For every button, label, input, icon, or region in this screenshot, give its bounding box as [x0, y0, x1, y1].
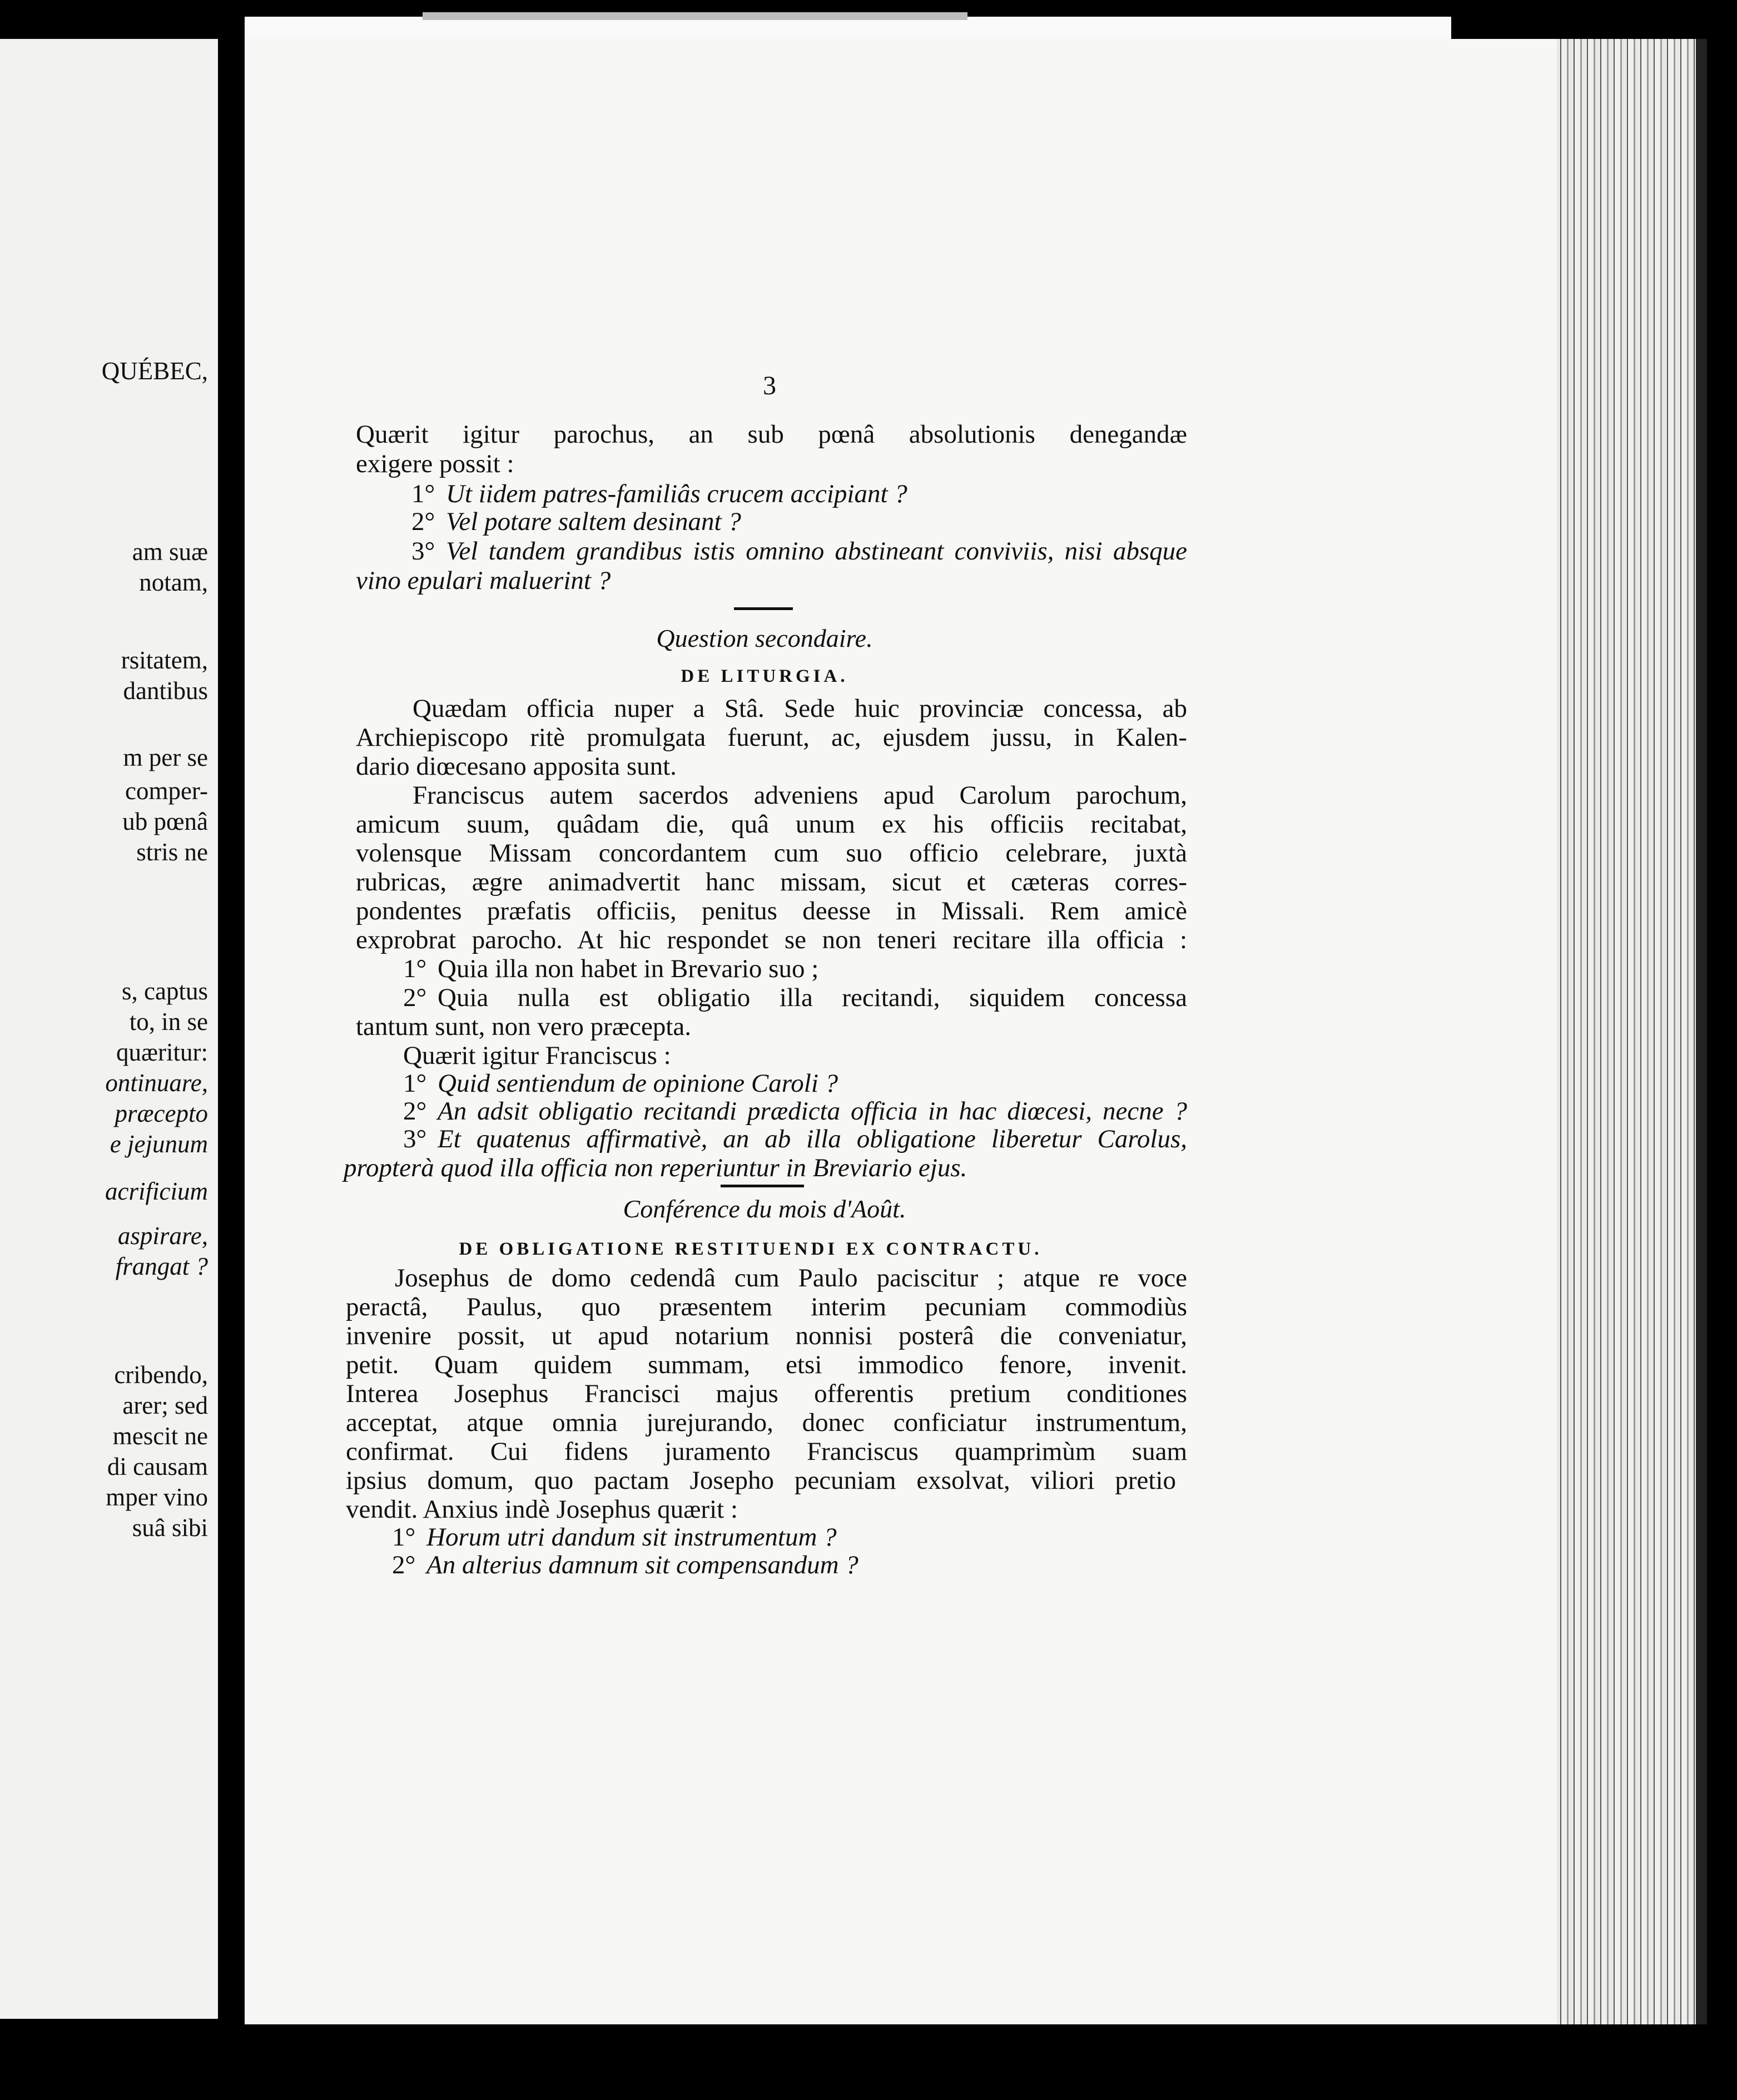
s2-p2-line: rubricas, ægre animadvertit hanc missam, sicut et cæteras corres- [356, 868, 1187, 897]
s3-p1-line: acceptat, atque omnia jurejurando, donec conficiatur instrumentum, [346, 1408, 1187, 1437]
s2-question-1 [403, 1069, 838, 1098]
s2-reason-1 [403, 954, 818, 983]
s2-ask: Quærit igitur Franciscus : [403, 1041, 671, 1070]
s2-question-2 [403, 1097, 1187, 1126]
item-text: Quia nulla est obligatio illa recitandi, siquidem concessa [438, 983, 1187, 1012]
page-number: 3 [763, 371, 776, 400]
item-text: Vel tandem grandibus istis omnino abstineant conviviis, nisi absque [446, 537, 1187, 566]
top-binding-strip [423, 12, 967, 20]
left-page-fragment: acrificium [105, 1177, 208, 1205]
left-page-fragment: ontinuare, [105, 1069, 208, 1097]
left-page-fragment: mper vino [106, 1483, 208, 1511]
left-page-fragment: am suæ [132, 538, 208, 566]
s2-p2-line: exprobrat parocho. At hic respondet se non teneri recitare illa officia : [356, 925, 1187, 954]
intro-line-1: Quærit igitur parochus, an sub pœnâ absolutionis denegandæ [356, 420, 1187, 449]
intro-item-3-cont: vino epulari maluerint ? [356, 566, 611, 595]
item-text: Ut iidem patres-familiâs crucem accipiant ? [446, 479, 907, 508]
s2-p1-line: Archiepiscopo ritè promulgata fuerunt, ac, ejusdem jussu, in Kalen- [356, 723, 1187, 752]
item-number: 1° [403, 1069, 427, 1098]
left-page-fragment: præcepto [115, 1099, 208, 1127]
item-number: 3° [411, 537, 435, 566]
s3-p1-line: ipsius domum, quo pactam Josepho pecuniam exsolvat, viliori pretio [346, 1466, 1176, 1495]
item-number: 3° [403, 1125, 427, 1153]
item-text: Quia illa non habet in Brevario suo ; [438, 954, 819, 983]
s2-question-3 [403, 1125, 1187, 1153]
s3-p1-line: petit. Quam quidem summam, etsi immodico fenore, invenit. [346, 1350, 1187, 1379]
s3-p1-line: invenire possit, ut apud notarium nonnisi posterâ die conveniatur, [346, 1321, 1187, 1350]
left-page-fragment: arer; sed [122, 1391, 208, 1419]
s2-reason-2 [403, 983, 1187, 1012]
left-page-fragment: suâ sibi [132, 1514, 208, 1542]
left-page-fragment: di causam [107, 1453, 208, 1480]
s2-p1-line: dario diœcesano apposita sunt. [356, 752, 677, 781]
s3-question-1 [392, 1523, 837, 1552]
left-page-fragment: rsitatem, [121, 646, 208, 674]
item-number: 1° [403, 954, 427, 983]
page-stack-edges [1535, 39, 1701, 2024]
intro-line-2: exigere possit : [356, 449, 514, 478]
s2-p2-line: volensque Missam concordantem cum suo officio celebrare, juxtà [356, 839, 1187, 868]
item-text: An alterius damnum sit compensandum ? [426, 1551, 858, 1579]
s3-p1-last: vendit. Anxius indè Josephus quærit : [346, 1495, 738, 1524]
item-number: 2° [403, 1097, 427, 1126]
s2-p1-line: Quædam officia nuper a Stâ. Sede huic provinciæ concessa, ab [413, 694, 1187, 723]
left-page-fragment: aspirare, [117, 1222, 208, 1250]
item-text: An adsit obligatio recitandi prædicta officia in hac diœcesi, necne ? [438, 1097, 1187, 1126]
left-page-fragment: to, in se [129, 1008, 208, 1036]
s3-p1-line: confirmat. Cui fidens juramento Franciscus quamprimùm suam [346, 1437, 1187, 1466]
left-page-fragment: cribendo, [114, 1361, 208, 1389]
section3-heading: Conférence du mois d'Août. [623, 1195, 906, 1223]
left-page-fragment: stris ne [136, 838, 208, 866]
item-text: Et quatenus affirmativè, an ab illa obligatione liberetur Carolus, [438, 1125, 1187, 1153]
intro-item-2 [411, 507, 741, 536]
left-page-fragment: comper- [125, 777, 208, 805]
item-number: 2° [392, 1551, 416, 1579]
left-page-fragment: mescit ne [112, 1422, 208, 1450]
s2-p2-line: Franciscus autem sacerdos adveniens apud Carolum parochum, [413, 781, 1187, 810]
item-number: 1° [411, 479, 435, 508]
item-number: 2° [411, 507, 435, 536]
s2-p2-line: amicum suum, quâdam die, quâ unum ex his officiis recitabat, [356, 810, 1187, 839]
s3-question-2 [392, 1551, 858, 1579]
left-page-fragment: s, captus [122, 977, 208, 1005]
section-rule [734, 607, 793, 610]
left-page-fragment: dantibus [123, 677, 208, 705]
intro-item-3 [411, 537, 1187, 566]
s2-question-3-cont: propterà quod illa officia non reperiuntur in Breviario ejus. [344, 1153, 967, 1182]
left-page-fragment: notam, [139, 568, 208, 596]
s3-p1-line: peractâ, Paulus, quo præsentem interim pecuniam commodiùs [346, 1292, 1187, 1321]
left-page-fragment: ub pœnâ [122, 808, 208, 835]
item-number: 1° [392, 1523, 416, 1552]
item-text: Horum utri dandum sit instrumentum ? [426, 1523, 837, 1552]
s2-reason-2-cont: tantum sunt, non vero præcepta. [356, 1012, 692, 1041]
left-page-fragment: m per se [123, 744, 208, 771]
section-rule [721, 1185, 804, 1187]
left-facing-page [0, 39, 218, 2019]
item-text: Vel potare saltem desinant ? [446, 507, 741, 536]
left-page-fragment: quæritur: [116, 1038, 208, 1066]
s2-p2-line: pondentes præfatis officiis, penitus deesse in Missali. Rem amicè [356, 897, 1187, 925]
item-text: Quid sentiendum de opinione Caroli ? [438, 1069, 838, 1098]
section3-subheading: DE OBLIGATIONE RESTITUENDI EX CONTRACTU. [459, 1239, 1043, 1259]
item-number: 2° [403, 983, 427, 1012]
left-page-fragment: e jejunum [110, 1130, 208, 1158]
page-stack-shadow [1696, 39, 1707, 2024]
left-page-fragment: QUÉBEC, [101, 357, 208, 385]
section2-subheading: DE LITURGIA. [681, 666, 848, 686]
left-page-fragment: frangat ? [115, 1252, 208, 1280]
section2-heading: Question secondaire. [656, 624, 873, 652]
s3-p1-line: Interea Josephus Francisci majus offerentis pretium conditiones [346, 1379, 1187, 1408]
s3-p1-line: Josephus de domo cedendâ cum Paulo paciscitur ; atque re voce [395, 1264, 1187, 1292]
intro-item-1 [411, 479, 907, 508]
